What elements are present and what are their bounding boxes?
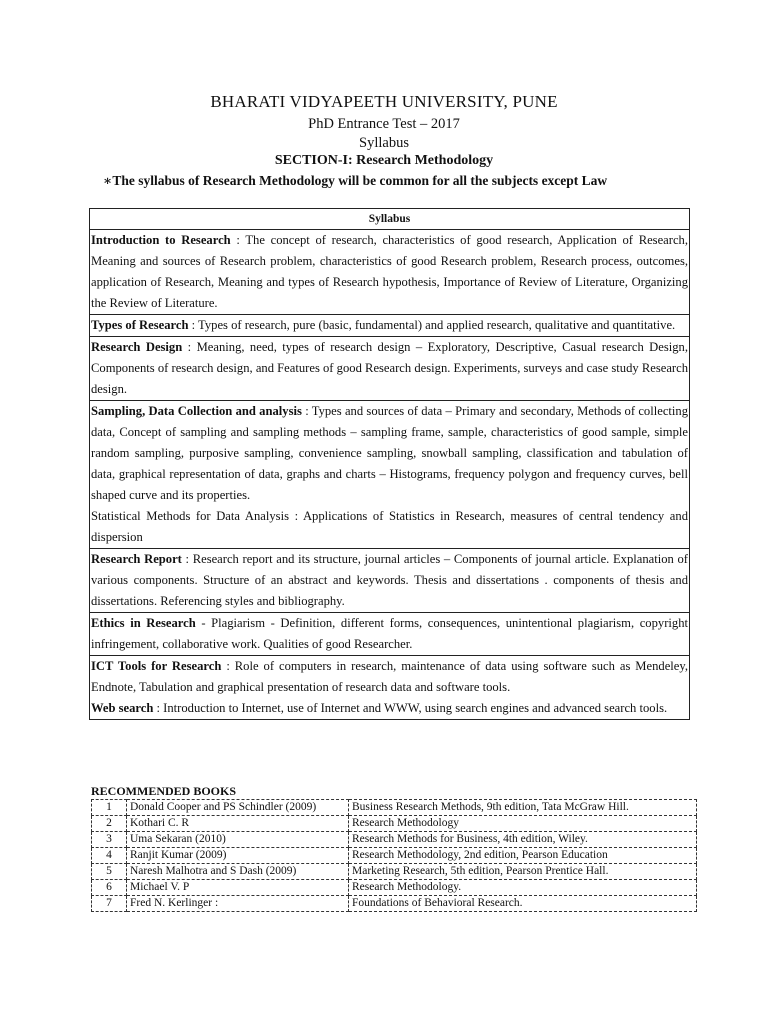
topic-title: Sampling, Data Collection and analysis (91, 404, 302, 418)
topic-types-of-research (90, 315, 690, 337)
topic-text: : Types of research, pure (basic, fundamental) and applied research, qualitative and quantitative. (188, 318, 676, 332)
exam-title: PhD Entrance Test – 2017 (308, 116, 460, 132)
topic-sampling-data-collection (90, 401, 690, 549)
topic-extra-text: Statistical Methods for Data Analysis : Applications of Statistics in Research, measures of central tendency and dispersion (91, 509, 688, 544)
table-row (92, 832, 697, 848)
common-syllabus-note: ∗The syllabus of Research Methodology will be common for all the subjects except Law (103, 173, 608, 188)
topic-text: : Research report and its structure, journal articles – Components of journal article. Explanation of various components. Structure of an abstract and keywords. Thesis and dissertations . components of thesis and dissertations. Referencing styles and bibliography. (91, 552, 688, 608)
topic-title: Types of Research (91, 318, 189, 332)
book-number: 3 (92, 832, 127, 848)
topic-ict-tools (90, 656, 690, 720)
table-row (92, 864, 697, 880)
table-row (92, 880, 697, 896)
topic-title: Ethics in Research (91, 616, 196, 630)
topic-title: ICT Tools for Research (91, 659, 222, 673)
book-title: Foundations of Behavioral Research. (349, 896, 697, 912)
topic-text: : The concept of research, characteristics of good research, Application of Research, Meaning and sources of Research problem, characteristics of good Research problem, Research process, outcomes, application of Research, Meaning and types of Research hypothesis, Importance of Review of Literature, Organizing the Review of Literature. (91, 233, 688, 310)
topic-text: : Types and sources of data – Primary and secondary, Methods of collecting data, Concept of sampling and sampling methods – sampling frame, sample, characteristics of good sample, simple random sampling, purposive sampling, convenience sampling, snowball sampling, classification and tabulation of data, graphical representation of data, graphs and charts – Histograms, frequency polygon and frequency curves, bell shaped curve and its properties. (91, 404, 689, 502)
book-author: Fred N. Kerlinger : (127, 896, 349, 912)
book-number: 5 (92, 864, 127, 880)
topic-title: Research Design (91, 340, 183, 354)
section-heading: SECTION-I: Research Methodology (274, 153, 494, 168)
topic-subtext: : Introduction to Internet, use of Internet and WWW, using search engines and advanced search tools. (153, 701, 668, 715)
topic-research-design (90, 337, 690, 401)
book-author: Kothari C. R (127, 816, 349, 832)
table-row (92, 896, 697, 912)
book-number: 6 (92, 880, 127, 896)
topic-title: Introduction to Research (91, 233, 231, 247)
table-row (92, 800, 697, 816)
book-title: Research Methods for Business, 4th edition, Wiley. (349, 832, 697, 848)
book-title: Marketing Research, 5th edition, Pearson Prentice Hall. (349, 864, 697, 880)
document-subtitle: Syllabus (359, 135, 409, 151)
topic-text: : Meaning, need, types of research design – Exploratory, Descriptive, Casual research Design, Components of research design, and Features of good Research design. Experiments, surveys and case study Research design. (91, 340, 688, 396)
book-number: 7 (92, 896, 127, 912)
book-title: Research Methodology. (349, 880, 697, 896)
books-table (91, 799, 697, 912)
topic-subtitle: Web search (91, 701, 154, 715)
topic-text: : Role of computers in research, maintenance of data using software such as Mendeley, Endnote, Tabulation and graphical presentation of research data and software tools. (91, 659, 688, 694)
web-search-line (91, 698, 688, 719)
table-row (92, 816, 697, 832)
book-title: Business Research Methods, 9th edition, Tata McGraw Hill. (349, 800, 697, 816)
book-author: Naresh Malhotra and S Dash (2009) (127, 864, 349, 880)
topic-title: Research Report (91, 552, 182, 566)
book-title: Research Methodology (349, 816, 697, 832)
book-author: Uma Sekaran (2010) (127, 832, 349, 848)
table-row (92, 848, 697, 864)
book-number: 1 (92, 800, 127, 816)
topic-ethics-in-research (90, 613, 690, 656)
topic-text: - Plagiarism - Definition, different forms, consequences, unintentional plagiarism, copyright infringement, collaborative work. Qualities of good Researcher. (91, 616, 688, 651)
book-number: 2 (92, 816, 127, 832)
topic-research-report (90, 549, 690, 613)
recommended-books-title: RECOMMENDED BOOKS (91, 784, 237, 798)
syllabus-heading: Syllabus (90, 209, 690, 230)
book-author: Donald Cooper and PS Schindler (2009) (127, 800, 349, 816)
syllabus-table (89, 208, 690, 720)
university-title: BHARATI VIDYAPEETH UNIVERSITY, PUNE (210, 92, 558, 111)
book-author: Michael V. P (127, 880, 349, 896)
book-title: Research Methodology, 2nd edition, Pearson Education (349, 848, 697, 864)
book-author: Ranjit Kumar (2009) (127, 848, 349, 864)
book-number: 4 (92, 848, 127, 864)
topic-introduction-to-research (90, 230, 690, 315)
